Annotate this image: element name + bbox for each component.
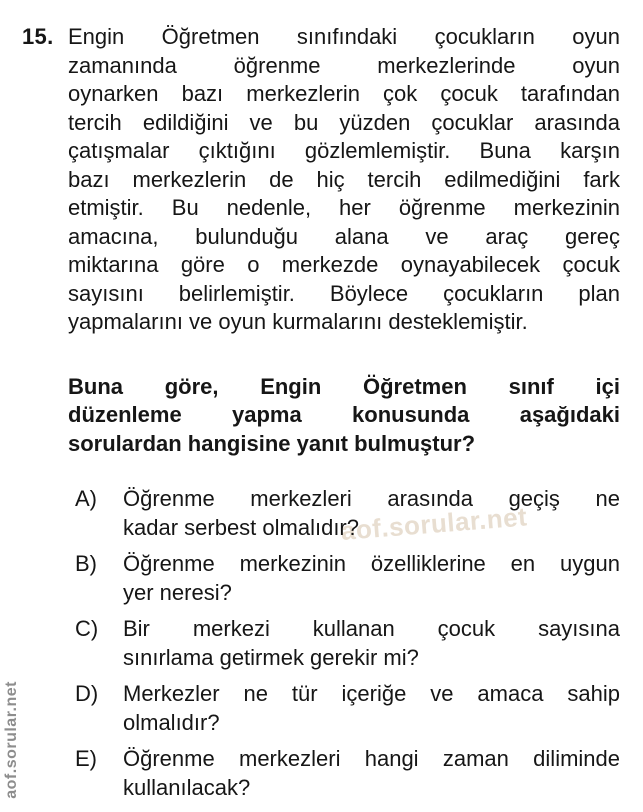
option-line: Öğrenme merkezleri hangi zaman diliminde (123, 746, 620, 771)
paragraph-line: zamanında öğrenme merkezlerinde oyun (68, 52, 620, 78)
option-b-letter: B) (75, 551, 97, 576)
option-d (68, 680, 620, 737)
option-b-text (123, 550, 620, 607)
option-d-letter: D) (75, 681, 99, 706)
answer-options (68, 485, 620, 802)
paragraph-line: etmiştir. Bu nedenle, her öğrenme merkezinin (68, 195, 620, 220)
paragraph-line: yapmalarını ve oyun kurmalarını desteklemiştir. (68, 309, 528, 334)
question-body (68, 23, 620, 810)
prompt-line: sorulardan hangisine yanıt bulmuştur? (68, 430, 476, 456)
option-line: sınırlama getirmek gerekir mi? (123, 644, 419, 670)
option-a-letter: A) (75, 486, 97, 511)
option-line: Merkezler ne tür içeriğe ve amaca sahip (123, 681, 620, 706)
option-a-text (123, 485, 620, 542)
watermark-center: aof.sorular.net (339, 501, 529, 546)
option-line: kadar serbest olmalıdır? (123, 514, 359, 540)
option-line: Öğrenme merkezleri arasında geçiş ne (123, 486, 620, 511)
paragraph-line: tercih edildiğini ve bu yüzden çocuklar arasında (68, 109, 620, 135)
option-c-text (123, 615, 620, 672)
option-e (68, 745, 620, 802)
paragraph-line: Engin Öğretmen sınıfındaki çocukların oyun (68, 24, 620, 49)
option-line: Bir merkezi kullanan çocuk sayısına (123, 616, 620, 641)
question-prompt (68, 373, 620, 459)
paragraph-line: oynarken bazı merkezlerin çok çocuk tarafından (68, 81, 620, 106)
paragraph-line: amacına, bulunduğu alana ve araç gereç (68, 223, 620, 249)
option-e-text (123, 745, 620, 802)
option-line: kullanılacak? (123, 774, 251, 800)
option-b (68, 550, 620, 607)
option-line: yer neresi? (123, 579, 232, 605)
paragraph-line: bazı merkezlerin de hiç tercih edilmediğini fark (68, 166, 620, 192)
watermark-left-vertical: aof.sorular.net (3, 681, 20, 799)
option-e-letter: E) (75, 746, 97, 771)
paragraph-line: miktarına göre o merkezde oynayabilecek çocuk (68, 252, 620, 277)
prompt-line: Buna göre, Engin Öğretmen sınıf içi (68, 373, 620, 399)
option-a (68, 485, 620, 542)
paragraph-line: çatışmalar çıktığını gözlemlemiştir. Buna karşın (68, 138, 620, 163)
option-c (68, 615, 620, 672)
option-line: Öğrenme merkezinin özelliklerine en uygun (123, 551, 620, 576)
question-number: 15. (22, 24, 54, 49)
paragraph-line: sayısını belirlemiştir. Böylece çocukların plan (68, 280, 620, 306)
question-paragraph (68, 23, 620, 337)
option-line: olmalıdır? (123, 709, 220, 735)
prompt-line: düzenleme yapma konusunda aşağıdaki (68, 402, 620, 427)
option-c-letter: C) (75, 616, 99, 641)
option-d-text (123, 680, 620, 737)
